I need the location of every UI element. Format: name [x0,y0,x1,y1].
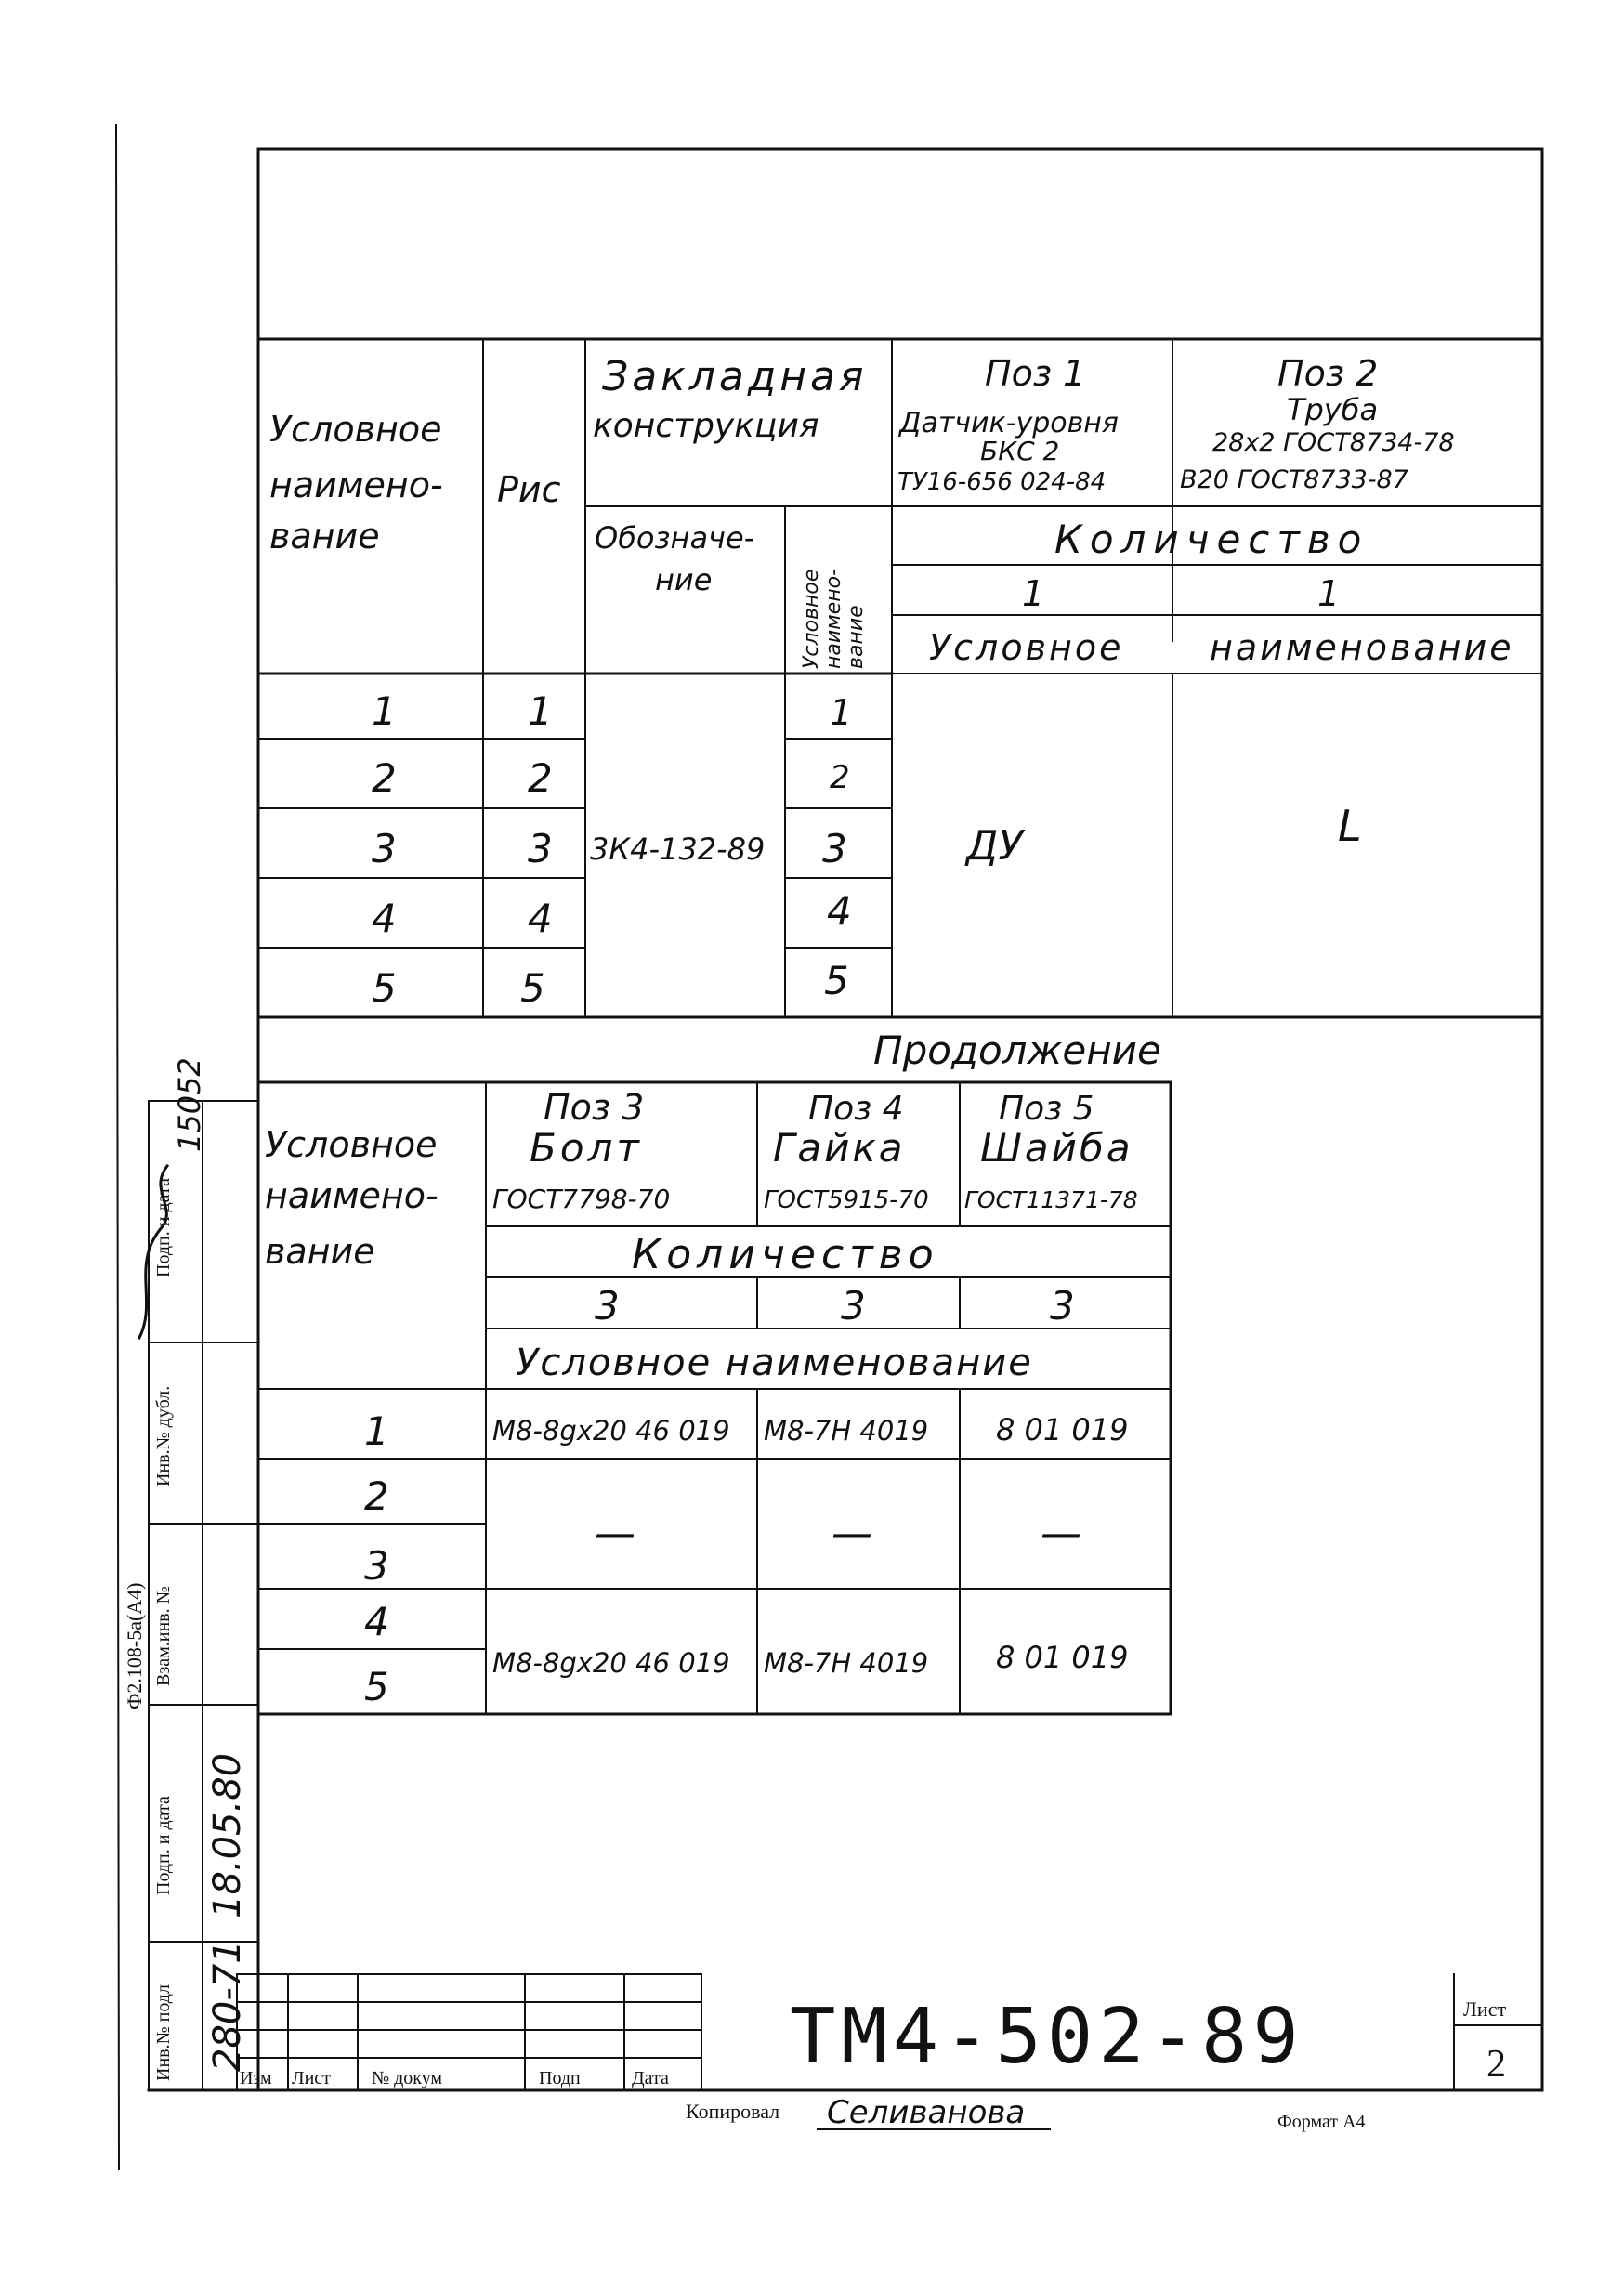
t2-qty-3: 3 [595,1283,620,1329]
t2-hdr-uslovnoe-1: Условное [265,1124,438,1165]
t1-hdr-uslovnoe-2: наимено- [269,465,443,505]
side-form-code-text: Ф2.108-5а(А4) [123,1582,146,1709]
side-date-handwritten [206,1753,249,1918]
tb-format: Формат А4 [1277,2112,1366,2132]
side-cell-2-label: Подп. и дата [153,1796,174,1895]
t1-row1-usl: 1 [830,692,853,733]
side-cell-podp-data-top [153,1178,174,1277]
t1-row2-ris: 2 [528,755,553,801]
t2-qty-4: 3 [841,1283,866,1329]
t2-row5-num: 5 [364,1664,389,1709]
t1-hdr-uslovnoe-3: вание [269,516,380,556]
t1-row5-usl: 5 [824,958,849,1003]
t1-row4-num: 4 [372,896,397,941]
t1-hdr-vert-2: наимено- [822,568,845,669]
tb-col-data: Дата [632,2068,669,2088]
t2-kolichestvo: Количество [632,1231,939,1278]
t1-row5-ris: 5 [520,965,545,1011]
side-cell-4-label: Инв.№ дубл. [153,1385,174,1486]
t1-poz1-name: Датчик-уровня [899,407,1119,439]
t2-row1-num: 1 [364,1408,389,1454]
t2-poz4-spec: ГОСТ5915-70 [764,1186,929,1214]
t1-hdr-oboznachenie-2: ние [655,562,713,597]
t1-poz1-type: БКС 2 [980,436,1060,466]
t1-hdr-oboznachenie-1: Обозначе- [595,520,755,556]
t1-poz2-code: L [1338,801,1362,851]
t2-row1-poz3: М8-8gх20 46 019 [492,1415,730,1447]
t1-row1-num: 1 [372,688,397,734]
t1-usl-left: Условное [929,627,1124,668]
t2-row3-num: 3 [364,1543,389,1589]
sheet-left-margin-line [116,125,119,2169]
t1-poz1-code: ДУ [966,822,1024,870]
t1-row5-num: 5 [372,965,397,1011]
tb-copied-label: Копировал [686,2100,780,2123]
t2-poz5-name: Шайба [980,1125,1133,1171]
side-cell-3-label: Взам.инв. № [153,1586,174,1686]
t1-hdr-uslovnoe-1: Условное [269,409,442,450]
t1-poz2-name: Труба [1287,392,1379,427]
tb-sheet-label: Лист [1463,1997,1507,2021]
t1-row3-usl: 3 [822,826,847,871]
t1-qty-1: 1 [1022,573,1045,614]
t1-row3-num: 3 [372,826,397,871]
tb-col-podp: Подп [539,2068,581,2088]
t2-hdr-uslovnoe-2: наимено- [265,1175,439,1216]
t2-row45-poz4: М8-7Н 4019 [764,1647,929,1679]
t1-poz2-spec-1: 28х2 ГОСТ8734-78 [1212,428,1455,457]
t1-designation: 3К4-132-89 [590,831,766,867]
t2-poz3-name: Болт [530,1125,643,1171]
t1-hdr-vert-3: вание [845,605,868,669]
side-date-handwritten-text: 18.05.80 [206,1752,249,1918]
tb-copied-by: Селиванова [827,2094,1026,2131]
t2-row1-poz5: 8 01 019 [996,1412,1129,1447]
t1-usl-right: наименование [1210,627,1514,668]
t1-row2-num: 2 [372,755,397,801]
t1-poz1-title: Поз 1 [985,353,1086,394]
t2-poz4-title: Поз 4 [808,1090,904,1128]
t1-row2-usl: 2 [830,759,850,796]
t1-row4-usl: 4 [827,888,852,934]
t1-row4-ris: 4 [528,896,553,941]
tb-col-list: Лист [292,2068,331,2088]
side-top-note-text: 15052 [172,1057,207,1152]
side-cell-inv-podl [153,1984,174,2081]
side-cell-1-label: Инв.№ подл [153,1984,174,2081]
t1-qty-2: 1 [1317,573,1341,614]
t2-row23-poz5-dash: — [1041,1510,1081,1557]
t2-row1-poz4: М8-7Н 4019 [764,1415,929,1447]
t2-hdr-uslovnoe-3: вание [265,1231,375,1272]
t1-poz1-spec: ТУ16-656 024-84 [897,468,1107,496]
side-cell-vzam-inv [153,1586,174,1686]
t1-hdr-zakladnaya: Закладная [602,353,868,400]
t2-poz5-spec: ГОСТ11371-78 [964,1186,1138,1213]
t2-row45-poz5: 8 01 019 [996,1640,1129,1675]
tb-sheet-number: 2 [1486,2043,1506,2086]
t1-poz2-title: Поз 2 [1277,353,1379,394]
t2-row2-num: 2 [364,1473,389,1519]
continuation-label: Продолжение [873,1028,1161,1073]
t1-hdr-vert-1: Условное [800,569,823,669]
t2-poz5-title: Поз 5 [999,1090,1094,1128]
side-inv-handwritten [206,1940,249,2072]
t1-row1-ris: 1 [528,688,553,734]
t1-hdr-vertical-label [800,569,868,669]
t2-poz3-spec: ГОСТ7798-70 [492,1184,671,1214]
side-form-code [123,1582,146,1709]
side-top-note [172,1057,207,1152]
t1-row3-ris: 3 [528,826,553,871]
tb-col-dokum: № докум [372,2068,443,2088]
t2-poz3-title: Поз 3 [544,1087,645,1128]
side-cell-5-label: Подп. и дата [153,1178,174,1277]
t2-qty-5: 3 [1050,1283,1075,1329]
tb-doc-code: ТМ4-502-89 [790,1993,1304,2081]
t2-usl-naim: Условное наименование [516,1342,1033,1384]
t2-row45-poz3: М8-8gх20 46 019 [492,1647,730,1679]
t1-kolichestvo: Количество [1054,517,1369,562]
t1-poz2-spec-2: В20 ГОСТ8733-87 [1180,465,1408,494]
t1-hdr-ris: Рис [497,469,561,510]
side-inv-handwritten-text: 280-71 [206,1940,249,2072]
t2-row23-poz3-dash: — [595,1510,635,1557]
t2-poz4-name: Гайка [773,1125,906,1171]
tb-col-izm: Изм [240,2068,272,2088]
side-cell-podp-data [153,1796,174,1895]
side-cell-inv-dubl [153,1386,174,1486]
t2-row23-poz4-dash: — [832,1510,872,1557]
t2-row4-num: 4 [364,1599,389,1644]
t1-hdr-konstrukciya: конструкция [593,407,819,445]
